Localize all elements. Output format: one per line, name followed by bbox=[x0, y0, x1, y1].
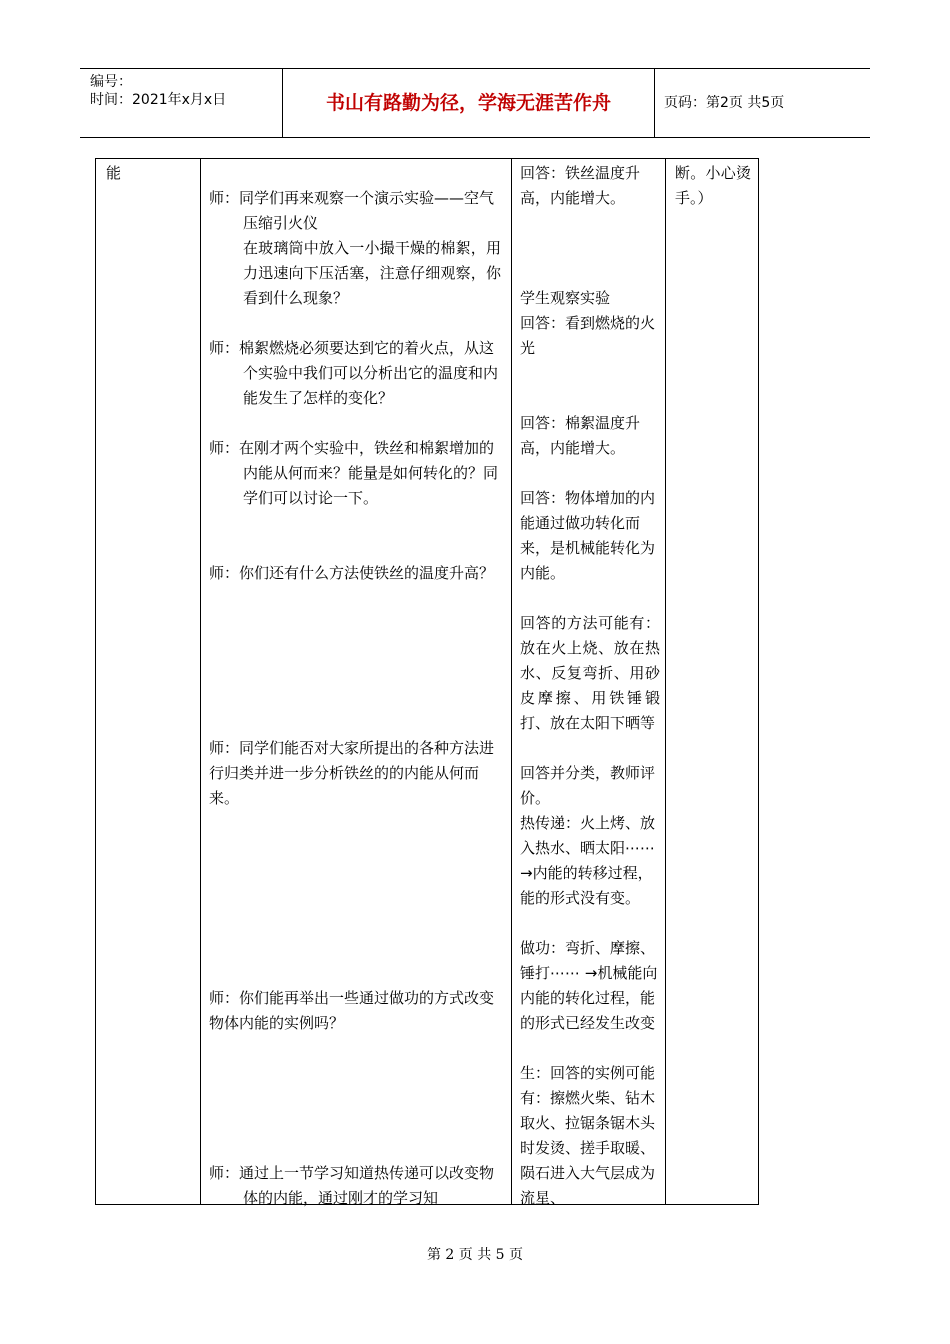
student-line-4: 回答：棉絮温度升高，内能增大。 bbox=[520, 414, 641, 457]
student-line-1: 回答：铁丝温度升高，内能增大。 bbox=[520, 164, 641, 207]
header-divider-right bbox=[654, 69, 655, 137]
lesson-table bbox=[95, 158, 759, 1205]
student-line-7: 回答并分类，教师评价。 bbox=[520, 764, 656, 807]
teacher-line-4: 师：在刚才两个实验中，铁丝和棉絮增加的内能从何而来？能量是如何转化的？同学们可以讨论一下。 bbox=[209, 439, 499, 507]
document-code-label: 编号： bbox=[90, 74, 132, 90]
table-column-divider bbox=[511, 159, 512, 1204]
teacher-line-1: 师：同学们再来观察一个演示实验——空气压缩引火仪 bbox=[209, 189, 495, 232]
student-line-5: 回答：物体增加的内能通过做功转化而来，是机械能转化为内能。 bbox=[520, 489, 656, 582]
student-line-9: 做功：弯折、摩擦、锤打⋯⋯ →机械能向内能的转化过程，能的形式已经发生改变 bbox=[520, 939, 658, 1032]
document-header bbox=[80, 68, 870, 138]
teacher-line-8: 师：通过上一节学习知道热传递可以改变物体的内能，通过刚才的学习知 bbox=[209, 1164, 495, 1207]
header-page-label: 页码：第2页 共5页 bbox=[664, 95, 785, 111]
student-line-2: 学生观察实验 bbox=[520, 289, 611, 307]
page-footer: 第 2 页 共 5 页 bbox=[426, 1247, 524, 1263]
student-line-10: 生：回答的实例可能有：擦燃火柴、钻木取火、拉锯条锯木头时发烫、搓手取暖、陨石进入大气层成为流星、 bbox=[520, 1064, 656, 1207]
table-column-divider bbox=[665, 159, 666, 1204]
teacher-line-6: 师：同学们能否对大家所提出的各种方法进行归类并进一步分析铁丝的的内能从何而来。 bbox=[209, 739, 495, 807]
teacher-line-2: 在玻璃筒中放入一小撮干燥的棉絮，用力迅速向下压活塞，注意仔细观察，你看到什么现象？ bbox=[243, 239, 501, 307]
header-motto: 书山有路勤为径，学海无涯苦作舟 bbox=[325, 92, 611, 114]
student-line-3: 回答：看到燃烧的火光 bbox=[520, 314, 656, 357]
student-line-6: 回答的方法可能有：放在火上烧、放在热水、反复弯折、用砂皮摩擦、用铁锤锻打、放在太阳下晒等 bbox=[520, 614, 660, 732]
table-column-divider bbox=[200, 159, 201, 1204]
note-cell: 断。小心烫手。） bbox=[675, 164, 751, 207]
teacher-line-7: 师：你们能再举出一些通过做功的方式改变物体内能的实例吗？ bbox=[209, 989, 495, 1032]
document-time-label: 时间：2021年x月x日 bbox=[90, 92, 227, 108]
teacher-line-3: 师：棉絮燃烧必须要达到它的着火点，从这个实验中我们可以分析出它的温度和内能发生了怎样的变化？ bbox=[209, 339, 499, 407]
student-line-8: 热传递：火上烤、放入热水、晒太阳⋯⋯→内能的转移过程，能的形式没有变。 bbox=[520, 814, 656, 907]
teacher-line-5: 师：你们还有什么方法使铁丝的温度升高？ bbox=[209, 564, 495, 582]
section-label-cell: 能 bbox=[106, 164, 122, 182]
